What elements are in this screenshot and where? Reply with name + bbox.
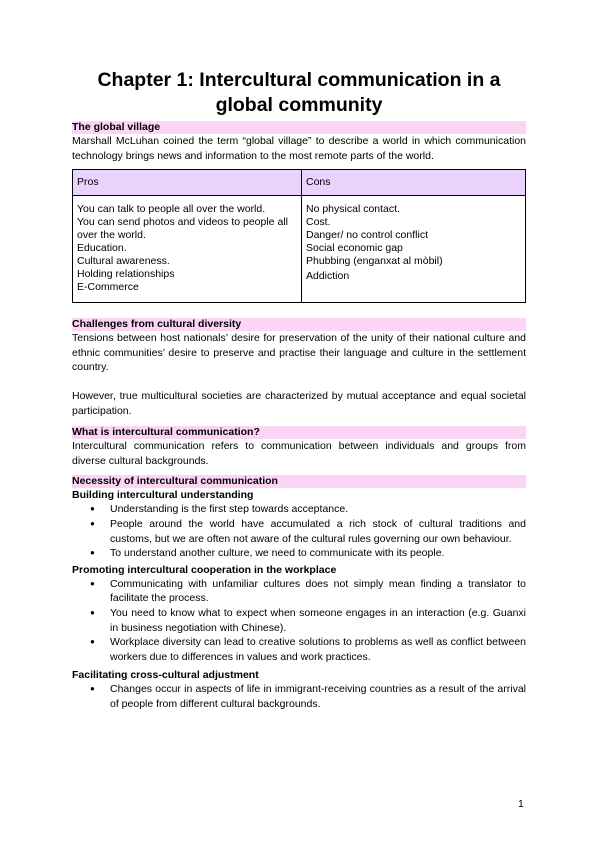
global-village-text: Marshall McLuhan coined the term “global village” to describe a world in which communication technology brings news and information to the most remote parts of the world. — [72, 135, 526, 162]
list-item: ● To understand another culture, we need to communicate with its people. — [110, 546, 526, 561]
pros-cons-table — [72, 169, 526, 303]
section-heading-challenges: Challenges from cultural diversity — [72, 318, 526, 331]
section-heading-necessity: Necessity of intercultural communication — [72, 475, 526, 488]
pros-header: Pros — [73, 170, 302, 196]
list-item: ● Workplace diversity can lead to creative solutions to problems as well as conflict between workers due to differences in values and work practices. — [110, 635, 526, 664]
cons-item: Danger/ no control conflict — [306, 229, 428, 242]
section-heading-global-village: The global village — [72, 121, 526, 134]
what-is-text: Intercultural communication refers to communication between individuals and groups from diverse cultural backgrounds. — [72, 440, 526, 467]
list-item: ● You need to know what to expect when someone engages in an interaction (e.g. Guanxi in business negotiation with Chinese). — [110, 606, 526, 635]
subheading-understanding: Building intercultural understanding — [72, 489, 254, 502]
page-title: Chapter 1: Intercultural communication in a global community — [97, 69, 501, 116]
section-heading-what-is: What is intercultural communication? — [72, 426, 526, 439]
cons-item: Addiction — [306, 270, 350, 283]
cons-item: No physical contact. — [306, 203, 400, 216]
document-page — [72, 68, 526, 711]
understanding-list — [72, 502, 526, 560]
pros-item: Education. — [77, 242, 127, 255]
cons-item: Social economic gap — [306, 242, 403, 255]
challenges-paragraph-1: Tensions between host nationals’ desire for preservation of the unity of their national culture and ethnic communities’ desire to preserve and practise their language and culture in the settlement country. — [72, 332, 526, 374]
cons-item: Phubbing (enganxat al mòbil) — [306, 255, 443, 268]
cons-cell — [302, 196, 526, 303]
subheading-adjustment: Facilitating cross-cultural adjustment — [72, 669, 259, 682]
cons-item: Cost. — [306, 216, 331, 229]
list-item: ● Understanding is the first step towards acceptance. — [110, 502, 526, 517]
page-number: 1 — [518, 798, 524, 810]
pros-item: Cultural awareness. — [77, 255, 170, 268]
adjustment-list — [72, 682, 526, 711]
pros-item: E-Commerce — [77, 281, 139, 294]
subheading-workplace: Promoting intercultural cooperation in the workplace — [72, 563, 337, 576]
list-item: ● People around the world have accumulated a rich stock of cultural traditions and customs, but we are often not aware of the cultural rules governing our own behaviour. — [110, 517, 526, 546]
pros-cell — [73, 196, 302, 303]
challenges-paragraph-2: However, true multicultural societies are characterized by mutual acceptance and equal societal participation. — [72, 389, 526, 417]
pros-item: Holding relationships — [77, 268, 175, 281]
cons-header: Cons — [302, 170, 526, 196]
workplace-list — [72, 577, 526, 665]
pros-item: You can talk to people all over the world. — [77, 203, 266, 216]
list-item: ● Communicating with unfamiliar cultures does not simply mean finding a translator to facilitate the process. — [110, 577, 526, 606]
list-item: ● Changes occur in aspects of life in immigrant-receiving countries as a result of the arrival of people from different cultural backgrounds. — [110, 682, 526, 711]
pros-item: You can send photos and videos to people all over the world. — [77, 216, 288, 242]
